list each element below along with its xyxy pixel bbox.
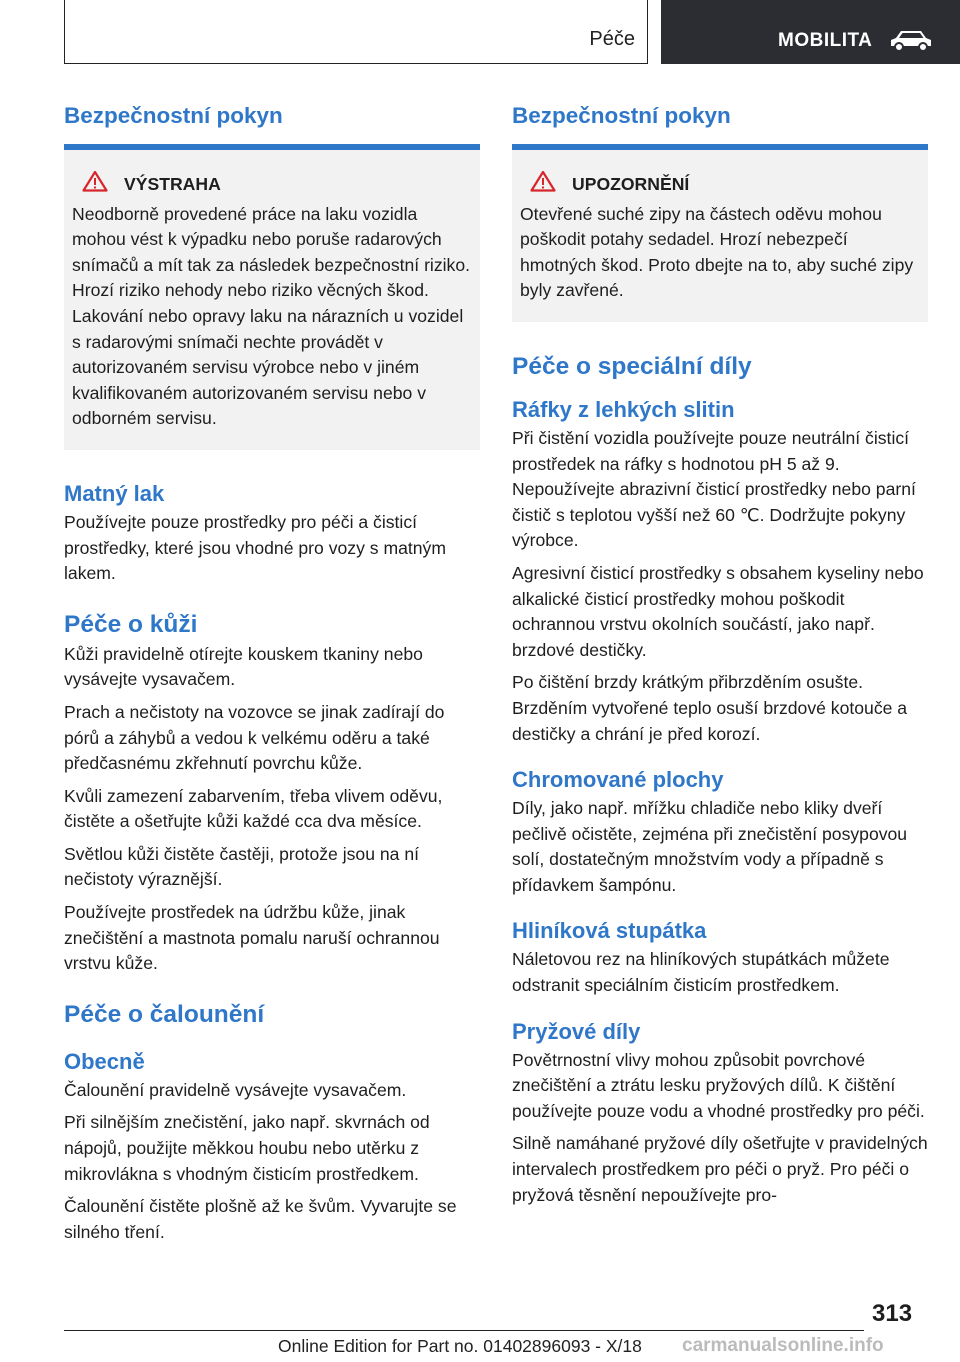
leather-paragraph: Kůži pravidelně otírejte kouskem tkaniny nebo vysávejte vysavačem. xyxy=(64,643,423,690)
caution-label: UPOZORNĚNÍ xyxy=(572,174,690,194)
upholstery-paragraph: Čalounění čistěte plošně až ke švům. Vyvarujte se silného tření. xyxy=(64,1196,457,1242)
footer-rule xyxy=(64,1330,864,1331)
aluminium-paragraph: Náletovou rez na hliníkových stupátkách můžete odstranit speciálním čisticím prostředkem. xyxy=(512,949,890,996)
aluminium-steps-title: Hliníková stupátka xyxy=(512,918,707,944)
alloy-rims-title: Ráfky z lehkých slitin xyxy=(512,396,735,422)
rims-paragraph: Po čištění brzdy krátkým přibrzděním osušte. Brzděním vytvořené teplo osuší brzdové kotouče a destičky a chrání je před korozí. xyxy=(512,672,908,744)
right-column xyxy=(512,100,928,1215)
chrome-surfaces-title: Chromované plochy xyxy=(512,767,724,793)
watermark: carmanualsonline.info xyxy=(682,1335,884,1356)
warning-triangle-icon xyxy=(520,170,572,200)
page-number: 313 xyxy=(872,1300,913,1327)
rubber-paragraph: Povětrnostní vlivy mohou způsobit povrchové znečištění a ztrátu lesku pryžových dílů. K čištění používejte pouze vodu a vhodné prostředky pro péči. xyxy=(512,1049,925,1121)
leather-paragraph: Kvůli zamezení zabarvením, třeba vlivem oděvu, čistěte a ošetřujte kůži každé cca dva měsíce. xyxy=(64,785,443,832)
rubber-parts-title: Pryžové díly xyxy=(512,1018,641,1044)
car-icon xyxy=(887,28,935,57)
rims-paragraph: Agresivní čisticí prostředky s obsahem kyseliny nebo alkalické čisticí prostředky mohou poškodit ochrannou vrstvu okolních součástí, jako např. brzdové destičky. xyxy=(512,562,924,660)
leather-paragraph: Prach a nečistoty na vozovce se jinak zadírají do pórů a záhybů a vedou k velkému oděru a také předčasnému zkřehnutí povrchu kůže. xyxy=(64,701,445,774)
header-chapter-title: MOBILITA xyxy=(778,30,873,51)
safety-title-right: Bezpečnostní pokyn xyxy=(512,103,731,128)
header-chapter-box xyxy=(661,0,960,64)
chrome-paragraph: Díly, jako např. mřížku chladiče nebo kliky dveří pečlivě očistěte, zejména při znečistění posypovou solí, dostatečným množstvím vody a případně s přídavkem šampónu. xyxy=(512,798,908,895)
left-column xyxy=(64,100,480,1252)
warning-triangle-icon xyxy=(72,170,124,200)
leather-care-title: Péče o kůži xyxy=(64,610,198,638)
footer-edition: Online Edition for Part no. 01402896093 - X/18 xyxy=(278,1336,642,1356)
caution-text: Otevřené suché zipy na částech oděvu mohou poškodit potahy sedadel. Hrozí nebezpečí hmotných škod. Proto dbejte na to, aby suché zipy byly zavřené. xyxy=(520,203,914,301)
warning-text: Neodborně provedené práce na laku vozidla mohou vést k výpadku nebo poruše radarových snímačů a mít tak za následek bezpečnostní riziko. Hrozí riziko nehody nebo riziko věcných škod. Lakování nebo opravy laku na nárazních u vozidel s radarovými snímači nechte provádět v autorizovaném servisu výrobce nebo v jiném kvalifikovaném autorizovaném servisu nebo v odborném servisu. xyxy=(72,203,471,429)
rubber-paragraph: Silně namáhané pryžové díly ošetřujte v pravidelných intervalech prostředkem pro péči o pryž. Pro péči o pryžová těsnění nepoužívejte pro- xyxy=(512,1133,928,1205)
safety-title-left: Bezpečnostní pokyn xyxy=(64,103,283,128)
header-section-box xyxy=(64,0,648,64)
general-title: Obecně xyxy=(64,1048,145,1074)
warning-box xyxy=(64,150,480,450)
leather-paragraph: Používejte prostředek na údržbu kůže, jinak znečištění a mastnota pomalu naruší ochrannou vrstvu kůže. xyxy=(64,902,440,974)
matte-paint-title: Matný lak xyxy=(64,480,165,506)
upholstery-paragraph: Při silnějším znečistění, jako např. skvrnách od nápojů, použijte měkkou houbu nebo utěrku z mikrovlákna s vhodným čisticím prostředkem. xyxy=(64,1112,430,1184)
upholstery-paragraph: Čalounění pravidelně vysávejte vysavačem. xyxy=(64,1079,407,1100)
warning-label: VÝSTRAHA xyxy=(124,174,221,194)
rims-paragraph: Při čistění vozidla používejte pouze neutrální čisticí prostředek na ráfky s hodnotou pH 5 až 9. Nepoužívejte abrazivní čisticí prostředky nebo parní čistič s teplotou vyšší než 60 ℃. Dodržujte pokyny výrobce. xyxy=(512,427,916,551)
leather-paragraph: Světlou kůži čistěte častěji, protože jsou na ní nečistoty výraznější. xyxy=(64,843,419,890)
upholstery-care-title: Péče o čalounění xyxy=(64,1000,265,1028)
matte-paint-text: Používejte pouze prostředky pro péči a čisticí prostředky, které jsou vhodné pro vozy s matným lakem. xyxy=(64,511,447,584)
special-parts-title: Péče o speciální díly xyxy=(512,352,752,380)
header-section-title: Péče xyxy=(589,28,635,50)
caution-box xyxy=(512,150,928,322)
